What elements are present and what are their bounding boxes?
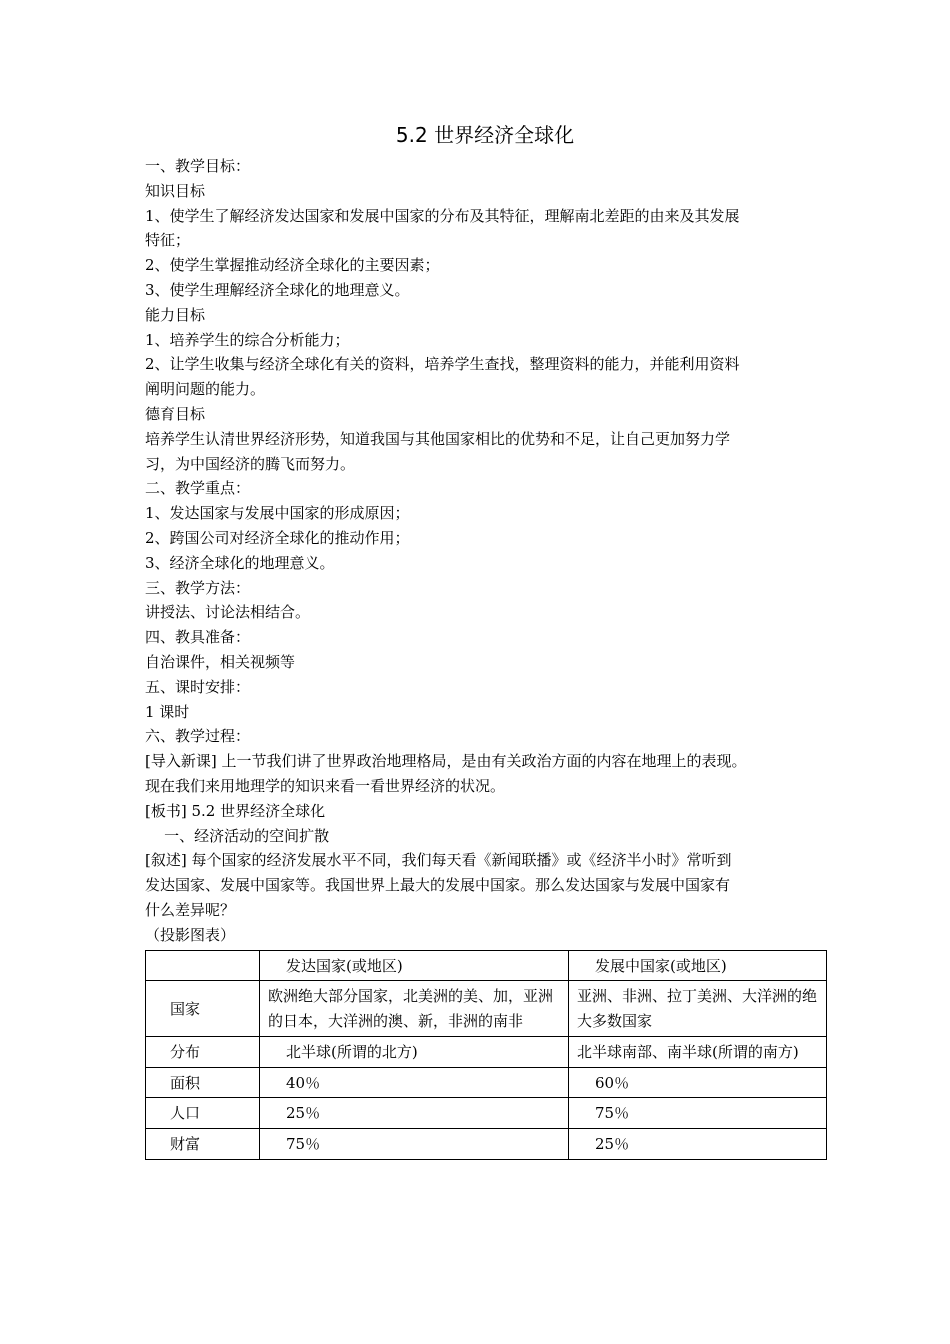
body-line: 四、教具准备： [145, 628, 251, 647]
table-cell: 亚洲、非洲、拉丁美洲、大洋洲的绝大多数国家 [569, 981, 827, 1037]
comparison-table [145, 950, 827, 1161]
table-row-label: 人口 [146, 1098, 260, 1129]
body-line: [板书] 5.2 世界经济全球化 [145, 801, 326, 820]
table-cell: 欧洲绝大部分国家，北美洲的美、加，亚洲的日本，大洋洲的澳、新，非洲的南非 [260, 981, 569, 1037]
body-line: 一、教学目标： [145, 157, 251, 175]
body-line: 三、教学方法： [145, 578, 251, 597]
body-line: 自治课件，相关视频等 [145, 652, 296, 671]
table-row [146, 981, 827, 1037]
body-line: 培养学生认清世界经济形势，知道我国与其他国家相比的优势和不足，让自己更加努力学 [145, 429, 731, 448]
body-line: 二、教学重点： [145, 479, 251, 498]
table-row-label: 国家 [146, 981, 260, 1037]
body-line: 2、让学生收集与经济全球化有关的资料，培养学生查找，整理资料的能力，并能利用资料 [145, 355, 740, 374]
table-row [146, 1098, 827, 1129]
table-row-label: 面积 [146, 1067, 260, 1098]
body-line: 3、经济全球化的地理意义。 [145, 553, 335, 572]
body-line: 六、教学过程： [145, 727, 251, 746]
body-line: 1、培养学生的综合分析能力； [145, 330, 350, 349]
body-line: 现在我们来用地理学的知识来看一看世界经济的状况。 [145, 776, 506, 795]
table-row-label: 分布 [146, 1036, 260, 1067]
body-line: 什么差异呢？ [145, 900, 236, 919]
body-line: 特征； [145, 231, 191, 250]
body-line: 发达国家、发展中国家等。我国世界上最大的发展中国家。那么发达国家与发展中国家有 [145, 876, 731, 895]
body-line: 2、跨国公司对经济全球化的推动作用； [145, 528, 410, 547]
table-row-label: 财富 [146, 1129, 260, 1160]
table-cell: 75％ [569, 1098, 827, 1129]
document-title: 5.2 世界经济全球化 [395, 123, 575, 147]
table-cell: 75％ [260, 1129, 569, 1160]
table-cell: 25％ [260, 1098, 569, 1129]
body-line: [导入新课] 上一节我们讲了世界政治地理格局，是由有关政治方面的内容在地理上的表现。 [145, 752, 747, 771]
body-line: 一、经济活动的空间扩散 [145, 826, 330, 845]
document-body [145, 154, 825, 948]
body-line: （投影图表） [145, 925, 236, 944]
body-line: 讲授法、讨论法相结合。 [145, 603, 311, 622]
body-line: 知识目标 [145, 181, 206, 200]
body-line: 1、使学生了解经济发达国家和发展中国家的分布及其特征，理解南北差距的由来及其发展 [145, 206, 740, 225]
table-row [146, 1036, 827, 1067]
table-row [146, 1129, 827, 1160]
table-cell: 25％ [569, 1129, 827, 1160]
table-header-cell: 发展中国家(或地区) [569, 950, 827, 981]
body-line: [叙述] 每个国家的经济发展水平不同，我们每天看《新闻联播》或《经济半小时》常听到 [145, 851, 732, 870]
document-page [145, 118, 825, 1160]
table-header-row [146, 950, 827, 981]
body-line: 能力目标 [145, 305, 206, 324]
table-header-cell: 发达国家(或地区) [260, 950, 569, 981]
body-line: 1、发达国家与发展中国家的形成原因； [145, 504, 410, 523]
table-header-cell [146, 950, 260, 981]
table-cell: 40％ [260, 1067, 569, 1098]
body-line: 1 课时 [145, 702, 190, 721]
table-cell: 北半球(所谓的北方) [260, 1036, 569, 1067]
body-line: 德育目标 [145, 404, 206, 423]
table-row [146, 1067, 827, 1098]
body-line: 习，为中国经济的腾飞而努力。 [145, 454, 356, 473]
body-line: 2、使学生掌握推动经济全球化的主要因素； [145, 256, 440, 275]
body-line: 3、使学生理解经济全球化的地理意义。 [145, 280, 410, 299]
body-line: 阐明问题的能力。 [145, 380, 266, 399]
table-cell: 60％ [569, 1067, 827, 1098]
body-line: 五、课时安排： [145, 677, 251, 696]
table-cell: 北半球南部、南半球(所谓的南方) [569, 1036, 827, 1067]
